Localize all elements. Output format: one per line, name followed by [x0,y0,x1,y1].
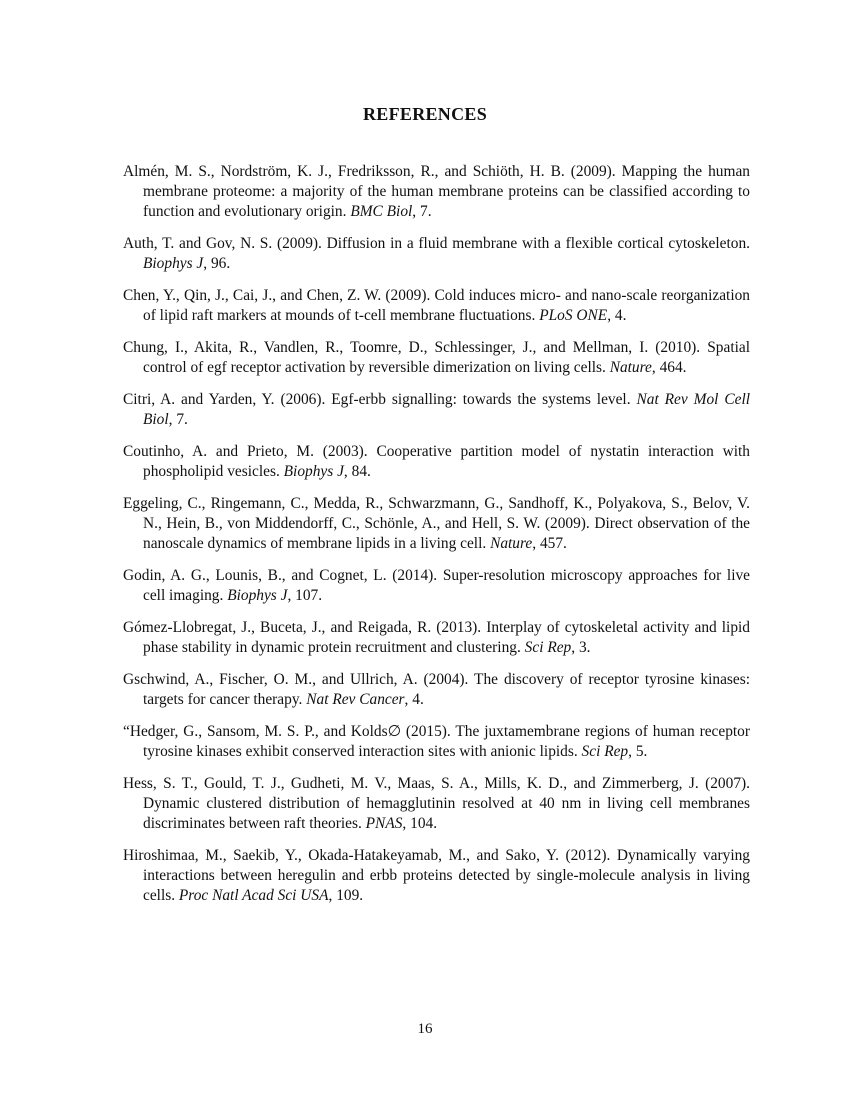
reference-text: Citri, A. and Yarden, Y. (2006). Egf-erbb signalling: towards the systems level. [123,391,637,408]
journal-name: BMC Biol [350,203,413,220]
reference-text: Coutinho, A. and Prieto, M. (2003). Cooperative partition model of nystatin interaction with phospholipid vesicles. [123,443,750,480]
journal-name: Nature [609,359,652,376]
journal-name: Sci Rep [524,639,572,656]
reference-entry [123,442,750,482]
reference-text: , 464. [651,359,687,376]
journal-name: Nat Rev Mol Cell Biol [143,391,750,428]
reference-text: Hess, S. T., Gould, T. J., Gudheti, M. V., Maas, S. A., Mills, K. D., and Zimmerberg, J. (2007). Dynamic clustered distribution of hemagglutinin resolved at 40 nm in living cell membranes discriminates between raft theories. [123,775,750,832]
reference-text: Gschwind, A., Fischer, O. M., and Ullrich, A. (2004). The discovery of receptor tyrosine kinases: targets for cancer therapy. [123,671,750,708]
journal-name: PLoS ONE [539,307,608,324]
reference-entry [123,162,750,222]
reference-entry [123,234,750,274]
reference-text: , 84. [343,463,371,480]
reference-entry [123,338,750,378]
reference-text: Hiroshimaa, M., Saekib, Y., Okada-Hatakeyamab, M., and Sako, Y. (2012). Dynamically varying interactions between heregulin and erbb proteins detected by single-molecule analysis in living cells. [123,847,750,904]
reference-entry [123,670,750,710]
journal-name: Biophys J [143,255,204,272]
reference-text: , 7. [412,203,432,220]
references-heading: REFERENCES [362,104,488,124]
reference-entry [123,722,750,762]
journal-name: PNAS [365,815,403,832]
journal-name: Sci Rep [581,743,629,760]
reference-text: Gómez-Llobregat, J., Buceta, J., and Reigada, R. (2013). Interplay of cytoskeletal activity and lipid phase stability in dynamic protein recruitment and clustering. [123,619,750,656]
reference-text: Almén, M. S., Nordström, K. J., Fredriksson, R., and Schiöth, H. B. (2009). Mapping the human membrane proteome: a majority of the human membrane proteins can be classified according to function and evolutionary origin. [123,163,750,220]
reference-entry [123,774,750,834]
reference-text: , 7. [168,411,188,428]
reference-text: Eggeling, C., Ringemann, C., Medda, R., Schwarzmann, G., Sandhoff, K., Polyakova, S., Belov, V. N., Hein, B., von Middendorff, C., Schönle, A., and Hell, S. W. (2009). Direct observation of the nanoscale dynamics of membrane lipids in a living cell. [123,495,750,552]
reference-entry [123,618,750,658]
reference-entry [123,846,750,906]
reference-text: , 4. [607,307,627,324]
journal-name: Nature [490,535,533,552]
reference-text: Auth, T. and Gov, N. S. (2009). Diffusion in a fluid membrane with a flexible cortical cytoskeleton. [123,235,750,252]
page-number: 16 [417,1021,433,1037]
references-list [123,162,750,918]
reference-entry [123,390,750,430]
reference-entry [123,566,750,606]
journal-name: Proc Natl Acad Sci USA [178,887,329,904]
reference-text: , 457. [532,535,567,552]
journal-name: Nat Rev Cancer [306,691,405,708]
journal-name: Biophys J [227,587,288,604]
reference-text: , 5. [628,743,648,760]
reference-text: Godin, A. G., Lounis, B., and Cognet, L. (2014). Super-resolution microscopy approaches for live cell imaging. [123,567,750,604]
reference-entry [123,286,750,326]
journal-name: Biophys J [283,463,344,480]
reference-entry [123,494,750,554]
reference-text: , 4. [404,691,424,708]
reference-text: , 109. [328,887,364,904]
reference-text: Chung, I., Akita, R., Vandlen, R., Toomre, D., Schlessinger, J., and Mellman, I. (2010). Spatial control of egf receptor activation by reversible dimerization on living cells. [123,339,750,376]
reference-text: “Hedger, G., Sansom, M. S. P., and Kolds∅ (2015). The juxtamembrane regions of human receptor tyrosine kinases exhibit conserved interaction sites with anionic lipids. [123,723,750,760]
reference-text: Chen, Y., Qin, J., Cai, J., and Chen, Z. W. (2009). Cold induces micro- and nano-scale reorganization of lipid raft markers at mounds of t-cell membrane fluctuations. [123,287,750,324]
reference-text: , 3. [571,639,591,656]
reference-text: , 107. [287,587,323,604]
reference-text: , 104. [402,815,438,832]
reference-text: , 96. [203,255,231,272]
